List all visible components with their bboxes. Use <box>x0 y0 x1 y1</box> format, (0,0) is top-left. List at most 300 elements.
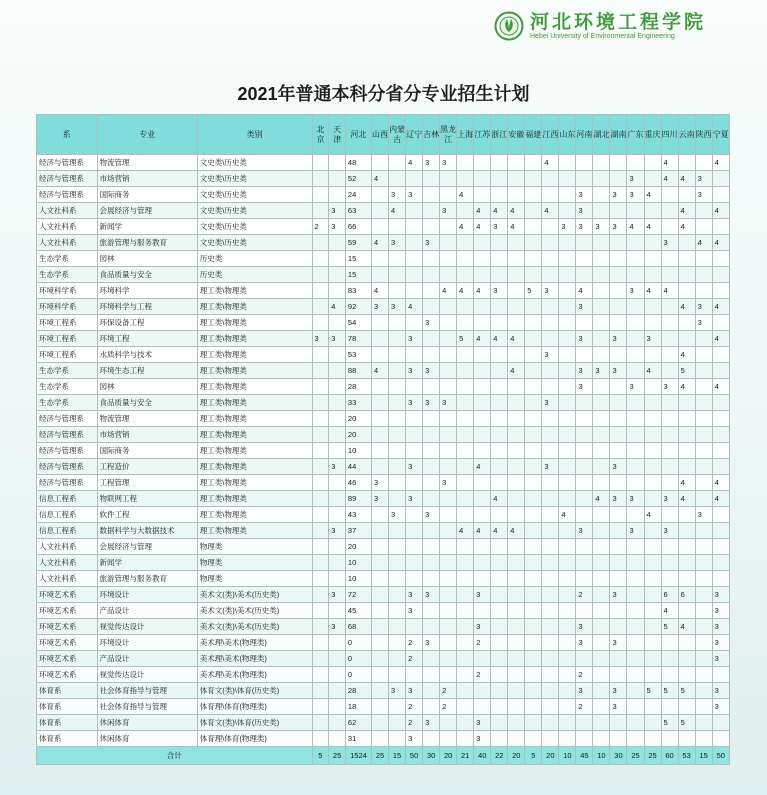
quota-cell: 4 <box>491 491 508 507</box>
quota-cell: 5 <box>644 683 661 699</box>
quota-cell <box>491 411 508 427</box>
quota-cell: 4 <box>678 347 695 363</box>
quota-cell <box>508 459 525 475</box>
quota-cell <box>525 635 542 651</box>
quota-cell: 3 <box>576 219 593 235</box>
quota-cell: 5 <box>678 715 695 731</box>
total-cell: 5 <box>525 747 542 765</box>
quota-cell <box>627 555 644 571</box>
quota-cell <box>610 571 627 587</box>
quota-cell: 3 <box>389 299 406 315</box>
quota-cell <box>440 235 457 251</box>
quota-cell <box>474 251 491 267</box>
quota-cell <box>559 363 576 379</box>
quota-cell <box>440 587 457 603</box>
quota-cell <box>576 507 593 523</box>
quota-cell <box>457 203 474 219</box>
quota-cell <box>627 299 644 315</box>
table-row <box>37 331 730 347</box>
quota-cell <box>406 203 423 219</box>
table-row <box>37 715 730 731</box>
table-row <box>37 587 730 603</box>
quota-cell <box>610 395 627 411</box>
quota-cell <box>678 459 695 475</box>
quota-cell <box>372 187 389 203</box>
quota-cell <box>312 267 329 283</box>
quota-cell <box>312 235 329 251</box>
table-row <box>37 491 730 507</box>
quota-cell <box>312 635 329 651</box>
quota-cell <box>312 555 329 571</box>
quota-cell <box>576 171 593 187</box>
quota-cell: 4 <box>372 171 389 187</box>
dept-cell: 环境艺术系 <box>37 587 98 603</box>
quota-cell <box>712 315 729 331</box>
quota-cell: 4 <box>644 187 661 203</box>
quota-cell: 3 <box>491 283 508 299</box>
table-row <box>37 651 730 667</box>
quota-cell <box>593 507 610 523</box>
quota-cell <box>406 283 423 299</box>
quota-cell: 4 <box>542 203 559 219</box>
quota-cell: 4 <box>712 379 729 395</box>
quota-cell <box>542 523 559 539</box>
quota-cell: 3 <box>542 283 559 299</box>
quota-cell <box>542 667 559 683</box>
quota-cell <box>474 571 491 587</box>
quota-cell <box>508 283 525 299</box>
quota-cell: 20 <box>345 427 371 443</box>
quota-cell: 3 <box>389 683 406 699</box>
quota-cell: 5 <box>678 363 695 379</box>
quota-cell: 10 <box>345 443 371 459</box>
quota-cell <box>491 171 508 187</box>
quota-cell <box>559 571 576 587</box>
quota-cell <box>474 507 491 523</box>
quota-cell <box>372 539 389 555</box>
category-cell: 文史类\历史类 <box>197 187 312 203</box>
quota-cell <box>440 635 457 651</box>
quota-cell <box>491 571 508 587</box>
quota-cell <box>678 651 695 667</box>
quota-cell: 4 <box>712 299 729 315</box>
quota-cell: 4 <box>678 491 695 507</box>
quota-cell <box>423 427 440 443</box>
major-cell: 食品质量与安全 <box>97 395 197 411</box>
quota-cell: 72 <box>345 587 371 603</box>
quota-cell <box>508 251 525 267</box>
quota-cell <box>712 219 729 235</box>
quota-cell <box>593 475 610 491</box>
quota-cell <box>457 347 474 363</box>
quota-cell <box>593 315 610 331</box>
quota-cell <box>372 219 389 235</box>
quota-cell <box>542 555 559 571</box>
quota-cell <box>644 539 661 555</box>
category-cell: 物理类 <box>197 571 312 587</box>
quota-cell <box>329 571 346 587</box>
quota-cell: 28 <box>345 683 371 699</box>
quota-cell <box>457 619 474 635</box>
dept-cell: 经济与管理系 <box>37 443 98 459</box>
quota-cell: 4 <box>372 235 389 251</box>
quota-cell <box>440 315 457 331</box>
quota-cell: 4 <box>559 507 576 523</box>
quota-cell: 4 <box>678 619 695 635</box>
quota-cell: 5 <box>457 331 474 347</box>
quota-cell <box>312 507 329 523</box>
table-header-row <box>37 115 730 155</box>
quota-cell <box>406 379 423 395</box>
major-cell: 环境生态工程 <box>97 363 197 379</box>
table-row <box>37 235 730 251</box>
quota-cell <box>389 539 406 555</box>
category-cell: 美术文(类)\美术(历史类) <box>197 619 312 635</box>
quota-cell: 3 <box>627 523 644 539</box>
quota-cell <box>329 443 346 459</box>
major-cell: 市场营销 <box>97 171 197 187</box>
quota-cell <box>627 699 644 715</box>
quota-cell <box>329 555 346 571</box>
major-cell: 物联网工程 <box>97 491 197 507</box>
quota-cell <box>329 667 346 683</box>
category-cell: 理工类\物理类 <box>197 427 312 443</box>
quota-cell <box>712 283 729 299</box>
quota-cell <box>389 555 406 571</box>
quota-cell: 2 <box>406 699 423 715</box>
total-row <box>37 747 730 765</box>
quota-cell <box>457 235 474 251</box>
quota-cell <box>627 235 644 251</box>
major-cell: 新闻学 <box>97 219 197 235</box>
quota-cell <box>329 187 346 203</box>
quota-cell <box>423 699 440 715</box>
quota-cell <box>525 571 542 587</box>
quota-cell <box>695 219 712 235</box>
quota-cell: 3 <box>372 299 389 315</box>
quota-cell: 4 <box>508 331 525 347</box>
quota-cell <box>627 715 644 731</box>
quota-cell: 3 <box>695 171 712 187</box>
quota-cell <box>508 507 525 523</box>
quota-cell <box>627 587 644 603</box>
quota-cell <box>627 651 644 667</box>
quota-cell: 3 <box>576 363 593 379</box>
quota-cell: 3 <box>406 603 423 619</box>
table-row <box>37 555 730 571</box>
quota-cell <box>525 251 542 267</box>
quota-cell <box>559 443 576 459</box>
quota-cell: 3 <box>627 491 644 507</box>
quota-cell <box>491 539 508 555</box>
table-row <box>37 539 730 555</box>
quota-cell <box>678 283 695 299</box>
quota-cell <box>440 443 457 459</box>
quota-cell <box>644 315 661 331</box>
quota-cell <box>474 427 491 443</box>
quota-cell <box>372 571 389 587</box>
dept-cell: 经济与管理系 <box>37 475 98 491</box>
quota-cell: 15 <box>345 267 371 283</box>
quota-cell <box>542 619 559 635</box>
quota-cell: 3 <box>474 731 491 747</box>
quota-cell <box>593 347 610 363</box>
quota-cell <box>389 155 406 171</box>
col-header-province: 山西 <box>372 115 389 155</box>
table-row <box>37 427 730 443</box>
quota-cell <box>661 555 678 571</box>
quota-cell: 3 <box>661 491 678 507</box>
quota-cell <box>312 347 329 363</box>
quota-cell <box>474 491 491 507</box>
quota-cell <box>525 603 542 619</box>
table-row <box>37 347 730 363</box>
quota-cell <box>457 251 474 267</box>
quota-cell <box>695 555 712 571</box>
quota-cell <box>695 459 712 475</box>
quota-cell <box>312 363 329 379</box>
quota-cell <box>695 347 712 363</box>
quota-cell: 4 <box>474 219 491 235</box>
quota-cell <box>440 651 457 667</box>
quota-cell <box>457 699 474 715</box>
quota-cell: 3 <box>406 363 423 379</box>
quota-cell: 3 <box>423 715 440 731</box>
category-cell: 理工类\物理类 <box>197 411 312 427</box>
quota-cell: 53 <box>345 347 371 363</box>
quota-cell: 3 <box>576 523 593 539</box>
quota-cell <box>329 315 346 331</box>
col-header-hebei: 河北 <box>345 115 371 155</box>
quota-cell: 33 <box>345 395 371 411</box>
quota-cell <box>627 411 644 427</box>
dept-cell: 体育系 <box>37 715 98 731</box>
quota-cell <box>661 475 678 491</box>
table-row <box>37 267 730 283</box>
quota-cell <box>644 171 661 187</box>
quota-cell: 3 <box>627 187 644 203</box>
quota-cell <box>312 395 329 411</box>
quota-cell <box>491 555 508 571</box>
quota-cell <box>559 459 576 475</box>
col-header-province: 湖南 <box>610 115 627 155</box>
quota-cell <box>423 203 440 219</box>
quota-cell <box>661 187 678 203</box>
quota-cell <box>644 411 661 427</box>
table-row <box>37 523 730 539</box>
quota-cell <box>542 715 559 731</box>
category-cell: 历史类 <box>197 267 312 283</box>
dept-cell: 人文社科系 <box>37 219 98 235</box>
quota-cell <box>389 443 406 459</box>
quota-cell <box>610 379 627 395</box>
quota-cell <box>627 155 644 171</box>
quota-cell <box>508 491 525 507</box>
dept-cell: 人文社科系 <box>37 571 98 587</box>
quota-cell <box>593 171 610 187</box>
quota-cell <box>610 267 627 283</box>
major-cell: 会展经济与管理 <box>97 203 197 219</box>
quota-cell <box>661 299 678 315</box>
quota-cell <box>329 603 346 619</box>
quota-cell <box>559 539 576 555</box>
col-header-category: 类别 <box>197 115 312 155</box>
quota-cell: 44 <box>345 459 371 475</box>
quota-cell: 3 <box>593 219 610 235</box>
quota-cell: 3 <box>423 155 440 171</box>
major-cell: 会展经济与管理 <box>97 539 197 555</box>
quota-cell <box>372 411 389 427</box>
quota-cell <box>440 731 457 747</box>
quota-cell <box>610 203 627 219</box>
quota-cell: 3 <box>576 683 593 699</box>
total-cell: 15 <box>389 747 406 765</box>
quota-cell <box>593 603 610 619</box>
quota-cell <box>695 443 712 459</box>
quota-cell <box>457 427 474 443</box>
quota-cell <box>644 251 661 267</box>
quota-cell <box>542 187 559 203</box>
quota-cell <box>406 667 423 683</box>
dept-cell: 经济与管理系 <box>37 171 98 187</box>
total-cell: 45 <box>576 747 593 765</box>
school-emblem-icon <box>494 11 524 41</box>
quota-cell <box>576 539 593 555</box>
quota-cell <box>661 731 678 747</box>
quota-cell <box>610 603 627 619</box>
quota-cell <box>474 363 491 379</box>
quota-cell: 3 <box>576 187 593 203</box>
dept-cell: 信息工程系 <box>37 491 98 507</box>
quota-cell <box>695 731 712 747</box>
quota-cell <box>525 219 542 235</box>
quota-cell <box>644 523 661 539</box>
quota-cell <box>627 507 644 523</box>
quota-cell <box>508 571 525 587</box>
quota-cell <box>457 555 474 571</box>
quota-cell <box>627 667 644 683</box>
category-cell: 理工类\物理类 <box>197 491 312 507</box>
quota-cell <box>593 203 610 219</box>
quota-cell <box>542 651 559 667</box>
quota-cell <box>661 699 678 715</box>
quota-cell <box>661 315 678 331</box>
col-header-province: 内蒙古 <box>389 115 406 155</box>
quota-cell <box>644 267 661 283</box>
quota-cell <box>627 363 644 379</box>
quota-cell <box>457 507 474 523</box>
quota-cell <box>627 571 644 587</box>
quota-cell <box>593 667 610 683</box>
quota-cell: 10 <box>345 571 371 587</box>
quota-cell <box>312 571 329 587</box>
table-row <box>37 667 730 683</box>
quota-cell <box>525 347 542 363</box>
quota-cell <box>525 203 542 219</box>
quota-cell: 5 <box>661 715 678 731</box>
quota-cell <box>678 235 695 251</box>
quota-cell <box>440 379 457 395</box>
quota-cell <box>312 619 329 635</box>
col-header-province: 宁夏 <box>712 115 729 155</box>
quota-cell <box>644 235 661 251</box>
quota-cell: 3 <box>712 619 729 635</box>
quota-cell <box>593 587 610 603</box>
quota-cell: 4 <box>406 299 423 315</box>
dept-cell: 环境科学系 <box>37 299 98 315</box>
quota-cell <box>329 683 346 699</box>
quota-cell <box>525 619 542 635</box>
quota-cell: 3 <box>406 187 423 203</box>
quota-cell <box>423 683 440 699</box>
quota-cell <box>559 427 576 443</box>
table-row <box>37 379 730 395</box>
quota-cell <box>406 523 423 539</box>
quota-cell <box>695 651 712 667</box>
quota-cell: 3 <box>695 507 712 523</box>
quota-cell <box>593 299 610 315</box>
quota-cell: 3 <box>610 331 627 347</box>
category-cell: 理工类\物理类 <box>197 363 312 379</box>
total-cell: 10 <box>559 747 576 765</box>
quota-cell <box>695 587 712 603</box>
quota-cell: 3 <box>372 475 389 491</box>
quota-cell <box>712 443 729 459</box>
category-cell: 理工类\物理类 <box>197 395 312 411</box>
quota-cell <box>440 571 457 587</box>
quota-cell <box>329 491 346 507</box>
major-cell: 食品质量与安全 <box>97 267 197 283</box>
quota-cell <box>661 331 678 347</box>
quota-cell <box>627 635 644 651</box>
quota-cell <box>423 731 440 747</box>
quota-cell <box>627 267 644 283</box>
quota-cell <box>542 475 559 491</box>
quota-cell <box>712 555 729 571</box>
major-cell: 软件工程 <box>97 507 197 523</box>
quota-cell <box>695 427 712 443</box>
quota-cell <box>491 267 508 283</box>
quota-cell <box>423 187 440 203</box>
col-header-province: 山东 <box>559 115 576 155</box>
dept-cell: 生态学系 <box>37 251 98 267</box>
quota-cell <box>457 667 474 683</box>
quota-cell <box>372 347 389 363</box>
quota-cell <box>508 267 525 283</box>
quota-cell: 3 <box>329 203 346 219</box>
dept-cell: 经济与管理系 <box>37 155 98 171</box>
quota-cell <box>372 155 389 171</box>
quota-cell <box>661 427 678 443</box>
major-cell: 国际商务 <box>97 187 197 203</box>
quota-cell <box>329 651 346 667</box>
dept-cell: 体育系 <box>37 731 98 747</box>
quota-cell <box>525 155 542 171</box>
quota-cell <box>695 619 712 635</box>
total-cell: 25 <box>644 747 661 765</box>
quota-cell <box>312 475 329 491</box>
quota-cell <box>576 427 593 443</box>
total-cell: 50 <box>712 747 729 765</box>
total-cell: 1524 <box>345 747 371 765</box>
quota-cell <box>312 539 329 555</box>
quota-cell <box>542 571 559 587</box>
quota-cell <box>661 363 678 379</box>
quota-cell <box>627 683 644 699</box>
quota-cell <box>695 251 712 267</box>
quota-cell: 2 <box>576 667 593 683</box>
quota-cell <box>440 715 457 731</box>
